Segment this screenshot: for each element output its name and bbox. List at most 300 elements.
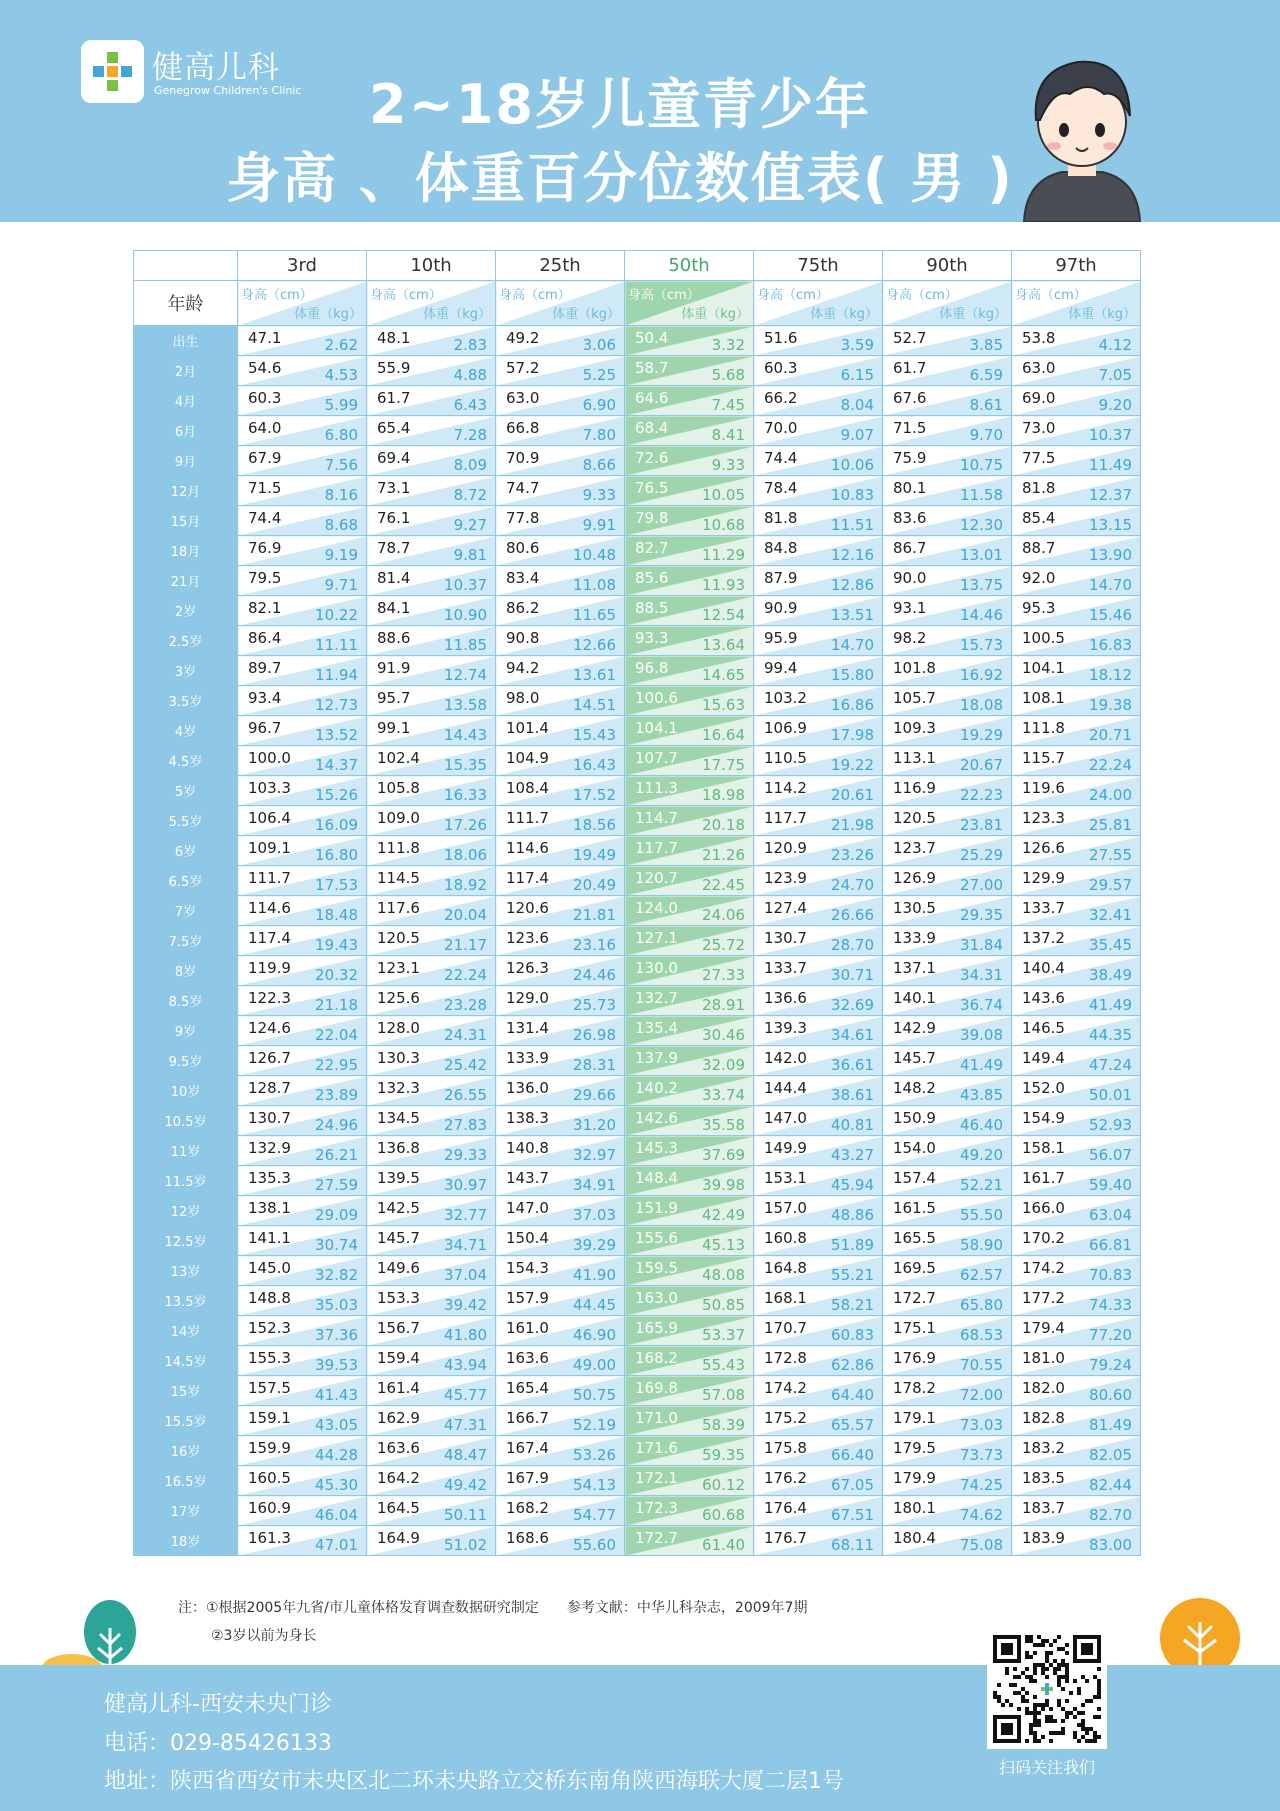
weight-value: 49.20 xyxy=(960,1146,1003,1164)
weight-value: 6.15 xyxy=(840,366,874,384)
height-value: 168.2 xyxy=(506,1499,549,1517)
height-value: 172.3 xyxy=(635,1499,678,1517)
title-line-2: 身高 、体重百分位数值表( 男 ) xyxy=(226,147,1014,210)
height-value: 60.3 xyxy=(248,389,282,407)
height-value: 114.5 xyxy=(377,869,420,887)
height-value: 123.9 xyxy=(764,869,807,887)
age-cell: 6月 xyxy=(134,416,238,446)
weight-value: 37.69 xyxy=(702,1146,745,1164)
weight-value: 27.83 xyxy=(444,1116,487,1134)
height-value: 172.1 xyxy=(635,1469,678,1487)
logo-subtitle: Genegrow Children's Clinic xyxy=(154,84,302,97)
height-value: 160.8 xyxy=(764,1229,807,1247)
height-value: 152.0 xyxy=(1022,1079,1065,1097)
weight-value: 13.61 xyxy=(573,666,616,684)
height-value: 81.4 xyxy=(377,569,411,587)
height-value: 95.9 xyxy=(764,629,798,647)
height-value: 171.0 xyxy=(635,1409,678,1427)
value-cell xyxy=(883,716,1012,746)
table-row xyxy=(134,686,1141,716)
height-value: 176.9 xyxy=(893,1349,936,1367)
value-cell xyxy=(367,836,496,866)
height-value: 179.1 xyxy=(893,1409,936,1427)
weight-value: 24.96 xyxy=(315,1116,358,1134)
height-value: 63.0 xyxy=(506,389,540,407)
value-cell xyxy=(754,896,883,926)
value-cell xyxy=(754,1256,883,1286)
value-cell xyxy=(238,446,367,476)
value-cell xyxy=(238,476,367,506)
height-value: 99.4 xyxy=(764,659,798,677)
age-cell: 14岁 xyxy=(134,1316,238,1346)
weight-value: 18.56 xyxy=(573,816,616,834)
value-cell xyxy=(754,1466,883,1496)
weight-value: 26.66 xyxy=(831,906,874,924)
value-cell xyxy=(238,416,367,446)
value-cell xyxy=(754,1226,883,1256)
height-value: 161.3 xyxy=(248,1529,291,1547)
height-value: 156.7 xyxy=(377,1319,420,1337)
weight-value: 32.69 xyxy=(831,996,874,1014)
height-value: 167.4 xyxy=(506,1439,549,1457)
weight-value: 48.47 xyxy=(444,1446,487,1464)
height-value: 117.4 xyxy=(248,929,291,947)
weight-value: 13.15 xyxy=(1089,516,1132,534)
height-value: 123.6 xyxy=(506,929,549,947)
height-value: 145.7 xyxy=(377,1229,420,1247)
value-cell xyxy=(625,506,754,536)
height-value: 111.8 xyxy=(1022,719,1065,737)
height-value: 114.6 xyxy=(506,839,549,857)
height-value: 60.3 xyxy=(764,359,798,377)
weight-value: 10.37 xyxy=(444,576,487,594)
value-cell xyxy=(238,1166,367,1196)
tree-icon xyxy=(1158,1598,1242,1668)
height-value: 128.7 xyxy=(248,1079,291,1097)
height-value: 165.4 xyxy=(506,1379,549,1397)
table-row xyxy=(134,1226,1141,1256)
weight-value: 21.17 xyxy=(444,936,487,954)
height-value: 107.7 xyxy=(635,749,678,767)
value-cell xyxy=(883,656,1012,686)
age-cell: 3岁 xyxy=(134,656,238,686)
weight-value: 16.92 xyxy=(960,666,1003,684)
weight-value: 41.80 xyxy=(444,1326,487,1344)
value-cell xyxy=(754,1406,883,1436)
weight-value: 11.94 xyxy=(315,666,358,684)
height-value: 130.3 xyxy=(377,1049,420,1067)
weight-value: 45.30 xyxy=(315,1476,358,1494)
height-value: 182.8 xyxy=(1022,1409,1065,1427)
weight-value: 7.45 xyxy=(711,396,745,414)
value-cell xyxy=(496,1496,625,1526)
height-value: 140.1 xyxy=(893,989,936,1007)
value-cell xyxy=(1012,1076,1141,1106)
weight-value: 23.26 xyxy=(831,846,874,864)
value-cell xyxy=(625,776,754,806)
height-value: 108.4 xyxy=(506,779,549,797)
weight-unit-label: 体重（kg） xyxy=(294,307,362,322)
height-value: 126.6 xyxy=(1022,839,1065,857)
weight-unit-label: 体重（kg） xyxy=(423,307,491,322)
age-cell: 16岁 xyxy=(134,1436,238,1466)
weight-value: 18.92 xyxy=(444,876,487,894)
value-cell xyxy=(883,1496,1012,1526)
height-value: 100.5 xyxy=(1022,629,1065,647)
value-cell xyxy=(238,566,367,596)
value-cell xyxy=(883,1076,1012,1106)
weight-value: 10.68 xyxy=(702,516,745,534)
weight-value: 10.22 xyxy=(315,606,358,624)
weight-value: 9.91 xyxy=(582,516,616,534)
height-value: 150.4 xyxy=(506,1229,549,1247)
value-cell xyxy=(367,686,496,716)
weight-value: 67.51 xyxy=(831,1506,874,1524)
height-value: 157.9 xyxy=(506,1289,549,1307)
height-value: 165.9 xyxy=(635,1319,678,1337)
height-value: 103.2 xyxy=(764,689,807,707)
height-value: 122.3 xyxy=(248,989,291,1007)
weight-value: 11.85 xyxy=(444,636,487,654)
weight-value: 70.55 xyxy=(960,1356,1003,1374)
height-value: 126.3 xyxy=(506,959,549,977)
height-value: 145.7 xyxy=(893,1049,936,1067)
value-cell xyxy=(238,686,367,716)
value-cell xyxy=(1012,386,1141,416)
value-cell xyxy=(625,1316,754,1346)
weight-value: 32.41 xyxy=(1089,906,1132,924)
value-cell xyxy=(367,476,496,506)
percentile-header: 10th xyxy=(367,251,496,281)
weight-value: 4.53 xyxy=(324,366,358,384)
table-row xyxy=(134,1316,1141,1346)
value-cell xyxy=(625,596,754,626)
weight-value: 66.40 xyxy=(831,1446,874,1464)
height-value: 161.5 xyxy=(893,1199,936,1217)
height-value: 106.9 xyxy=(764,719,807,737)
age-cell: 5岁 xyxy=(134,776,238,806)
value-cell xyxy=(367,1046,496,1076)
height-value: 75.9 xyxy=(893,449,927,467)
height-value: 142.5 xyxy=(377,1199,420,1217)
height-value: 183.5 xyxy=(1022,1469,1065,1487)
value-cell xyxy=(367,956,496,986)
height-value: 77.8 xyxy=(506,509,540,527)
height-value: 163.0 xyxy=(635,1289,678,1307)
table-row xyxy=(134,536,1141,566)
height-value: 147.0 xyxy=(506,1199,549,1217)
height-value: 163.6 xyxy=(506,1349,549,1367)
weight-value: 16.33 xyxy=(444,786,487,804)
value-cell xyxy=(496,1316,625,1346)
value-cell xyxy=(367,1136,496,1166)
weight-value: 10.37 xyxy=(1089,426,1132,444)
height-value: 159.5 xyxy=(635,1259,678,1277)
weight-value: 30.46 xyxy=(702,1026,745,1044)
height-value: 111.8 xyxy=(377,839,420,857)
weight-value: 29.09 xyxy=(315,1206,358,1224)
value-cell xyxy=(1012,1106,1141,1136)
value-cell xyxy=(367,896,496,926)
value-cell xyxy=(1012,926,1141,956)
height-value: 74.7 xyxy=(506,479,540,497)
height-value: 128.0 xyxy=(377,1019,420,1037)
value-cell xyxy=(496,716,625,746)
weight-value: 29.35 xyxy=(960,906,1003,924)
value-cell xyxy=(883,596,1012,626)
age-cell: 4岁 xyxy=(134,716,238,746)
value-cell xyxy=(367,1346,496,1376)
weight-value: 39.42 xyxy=(444,1296,487,1314)
percentile-header: 3rd xyxy=(238,251,367,281)
value-cell xyxy=(625,1436,754,1466)
height-value: 86.4 xyxy=(248,629,282,647)
height-unit-label: 身高（cm） xyxy=(241,288,313,303)
weight-value: 45.77 xyxy=(444,1386,487,1404)
value-cell xyxy=(238,386,367,416)
value-cell xyxy=(625,1286,754,1316)
weight-value: 74.25 xyxy=(960,1476,1003,1494)
value-cell xyxy=(496,476,625,506)
weight-value: 47.01 xyxy=(315,1536,358,1554)
weight-value: 10.90 xyxy=(444,606,487,624)
height-value: 111.7 xyxy=(248,869,291,887)
value-cell xyxy=(367,446,496,476)
height-value: 126.9 xyxy=(893,869,936,887)
height-value: 159.9 xyxy=(248,1439,291,1457)
age-cell: 9.5岁 xyxy=(134,1046,238,1076)
weight-value: 13.51 xyxy=(831,606,874,624)
value-cell xyxy=(625,476,754,506)
height-value: 68.4 xyxy=(635,419,669,437)
height-value: 108.1 xyxy=(1022,689,1065,707)
height-value: 138.3 xyxy=(506,1109,549,1127)
weight-value: 81.49 xyxy=(1089,1416,1132,1434)
weight-value: 37.04 xyxy=(444,1266,487,1284)
height-value: 123.1 xyxy=(377,959,420,977)
value-cell xyxy=(496,566,625,596)
height-value: 85.4 xyxy=(1022,509,1056,527)
height-unit-label: 身高（cm） xyxy=(886,288,958,303)
height-value: 114.6 xyxy=(248,899,291,917)
value-cell xyxy=(1012,566,1141,596)
weight-value: 13.75 xyxy=(960,576,1003,594)
value-cell xyxy=(625,1346,754,1376)
height-value: 142.6 xyxy=(635,1109,678,1127)
height-unit-label: 身高（cm） xyxy=(499,288,571,303)
weight-value: 47.24 xyxy=(1089,1056,1132,1074)
value-cell xyxy=(625,866,754,896)
value-cell xyxy=(883,926,1012,956)
value-cell xyxy=(754,566,883,596)
weight-value: 18.12 xyxy=(1089,666,1132,684)
age-cell: 17岁 xyxy=(134,1496,238,1526)
value-cell xyxy=(883,866,1012,896)
growth-table xyxy=(133,250,1141,1556)
value-cell xyxy=(625,1196,754,1226)
weight-value: 12.86 xyxy=(831,576,874,594)
weight-unit-label: 体重（kg） xyxy=(939,307,1007,322)
value-cell xyxy=(238,896,367,926)
weight-value: 41.90 xyxy=(573,1266,616,1284)
weight-value: 32.82 xyxy=(315,1266,358,1284)
height-value: 150.9 xyxy=(893,1109,936,1127)
value-cell xyxy=(496,1256,625,1286)
weight-value: 26.21 xyxy=(315,1146,358,1164)
age-cell: 6.5岁 xyxy=(134,866,238,896)
weight-value: 74.62 xyxy=(960,1506,1003,1524)
height-value: 66.8 xyxy=(506,419,540,437)
value-cell xyxy=(883,326,1012,356)
value-cell xyxy=(1012,1136,1141,1166)
value-cell xyxy=(625,986,754,1016)
weight-value: 9.19 xyxy=(324,546,358,564)
table-row xyxy=(134,1106,1141,1136)
age-cell: 10.5岁 xyxy=(134,1106,238,1136)
height-value: 99.1 xyxy=(377,719,411,737)
height-value: 120.5 xyxy=(893,809,936,827)
weight-value: 47.31 xyxy=(444,1416,487,1434)
value-cell xyxy=(754,386,883,416)
height-value: 172.7 xyxy=(893,1289,936,1307)
value-cell xyxy=(625,386,754,416)
value-cell xyxy=(625,1166,754,1196)
height-value: 139.3 xyxy=(764,1019,807,1037)
value-cell xyxy=(1012,1496,1141,1526)
value-cell xyxy=(883,1046,1012,1076)
height-value: 174.2 xyxy=(1022,1259,1065,1277)
height-value: 143.6 xyxy=(1022,989,1065,1007)
weight-value: 22.95 xyxy=(315,1056,358,1074)
weight-value: 24.06 xyxy=(702,906,745,924)
value-cell xyxy=(883,1226,1012,1256)
value-cell xyxy=(238,1196,367,1226)
weight-value: 45.13 xyxy=(702,1236,745,1254)
weight-value: 11.51 xyxy=(831,516,874,534)
weight-value: 11.93 xyxy=(702,576,745,594)
value-cell xyxy=(754,1106,883,1136)
height-value: 119.6 xyxy=(1022,779,1065,797)
height-value: 76.9 xyxy=(248,539,282,557)
height-value: 160.9 xyxy=(248,1499,291,1517)
value-cell xyxy=(238,656,367,686)
age-cell: 16.5岁 xyxy=(134,1466,238,1496)
value-cell xyxy=(1012,1166,1141,1196)
age-cell: 3.5岁 xyxy=(134,686,238,716)
qr-code[interactable] xyxy=(987,1629,1107,1749)
value-cell xyxy=(367,926,496,956)
height-unit-label: 身高（cm） xyxy=(370,288,442,303)
value-cell xyxy=(367,566,496,596)
height-value: 70.9 xyxy=(506,449,540,467)
weight-value: 33.74 xyxy=(702,1086,745,1104)
height-value: 83.6 xyxy=(893,509,927,527)
weight-value: 23.28 xyxy=(444,996,487,1014)
height-value: 177.2 xyxy=(1022,1289,1065,1307)
percentile-header: 97th xyxy=(1012,251,1141,281)
height-value: 182.0 xyxy=(1022,1379,1065,1397)
value-cell xyxy=(1012,836,1141,866)
height-value: 63.0 xyxy=(1022,359,1056,377)
value-cell xyxy=(238,1526,367,1556)
percentile-header: 25th xyxy=(496,251,625,281)
weight-value: 79.24 xyxy=(1089,1356,1132,1374)
weight-value: 28.31 xyxy=(573,1056,616,1074)
weight-value: 4.12 xyxy=(1098,336,1132,354)
value-cell xyxy=(496,536,625,566)
table-row xyxy=(134,926,1141,956)
height-value: 137.9 xyxy=(635,1049,678,1067)
value-cell xyxy=(1012,1376,1141,1406)
weight-value: 10.75 xyxy=(960,456,1003,474)
value-cell xyxy=(1012,686,1141,716)
weight-value: 9.71 xyxy=(324,576,358,594)
value-cell xyxy=(238,1226,367,1256)
height-value: 90.8 xyxy=(506,629,540,647)
height-value: 133.7 xyxy=(1022,899,1065,917)
height-value: 89.7 xyxy=(248,659,282,677)
weight-value: 13.58 xyxy=(444,696,487,714)
weight-value: 5.99 xyxy=(324,396,358,414)
height-value: 67.6 xyxy=(893,389,927,407)
height-value: 176.7 xyxy=(764,1529,807,1547)
weight-value: 15.73 xyxy=(960,636,1003,654)
height-value: 86.7 xyxy=(893,539,927,557)
height-value: 126.7 xyxy=(248,1049,291,1067)
weight-value: 55.21 xyxy=(831,1266,874,1284)
height-value: 67.9 xyxy=(248,449,282,467)
height-value: 120.6 xyxy=(506,899,549,917)
weight-value: 38.49 xyxy=(1089,966,1132,984)
value-cell xyxy=(496,506,625,536)
weight-value: 36.61 xyxy=(831,1056,874,1074)
value-cell xyxy=(496,416,625,446)
weight-value: 9.33 xyxy=(711,456,745,474)
value-cell xyxy=(754,1286,883,1316)
value-cell xyxy=(1012,776,1141,806)
weight-value: 27.55 xyxy=(1089,846,1132,864)
age-cell: 14.5岁 xyxy=(134,1346,238,1376)
weight-value: 19.43 xyxy=(315,936,358,954)
height-value: 140.2 xyxy=(635,1079,678,1097)
height-value: 154.0 xyxy=(893,1139,936,1157)
height-value: 140.4 xyxy=(1022,959,1065,977)
value-cell xyxy=(625,806,754,836)
table-row xyxy=(134,986,1141,1016)
weight-value: 24.00 xyxy=(1089,786,1132,804)
value-cell xyxy=(1012,1526,1141,1556)
value-cell xyxy=(367,1436,496,1466)
value-cell xyxy=(625,1046,754,1076)
weight-value: 20.32 xyxy=(315,966,358,984)
height-value: 174.2 xyxy=(764,1379,807,1397)
weight-value: 51.02 xyxy=(444,1536,487,1554)
weight-value: 12.73 xyxy=(315,696,358,714)
height-value: 120.7 xyxy=(635,869,678,887)
value-cell xyxy=(496,1226,625,1256)
value-cell xyxy=(1012,866,1141,896)
weight-value: 16.09 xyxy=(315,816,358,834)
height-value: 109.3 xyxy=(893,719,936,737)
height-value: 183.7 xyxy=(1022,1499,1065,1517)
note-2: ②3岁以前为身长 xyxy=(211,1628,317,1644)
height-value: 129.0 xyxy=(506,989,549,1007)
value-cell xyxy=(496,926,625,956)
value-cell xyxy=(883,1106,1012,1136)
value-cell xyxy=(883,506,1012,536)
table-row xyxy=(134,716,1141,746)
weight-value: 12.37 xyxy=(1089,486,1132,504)
